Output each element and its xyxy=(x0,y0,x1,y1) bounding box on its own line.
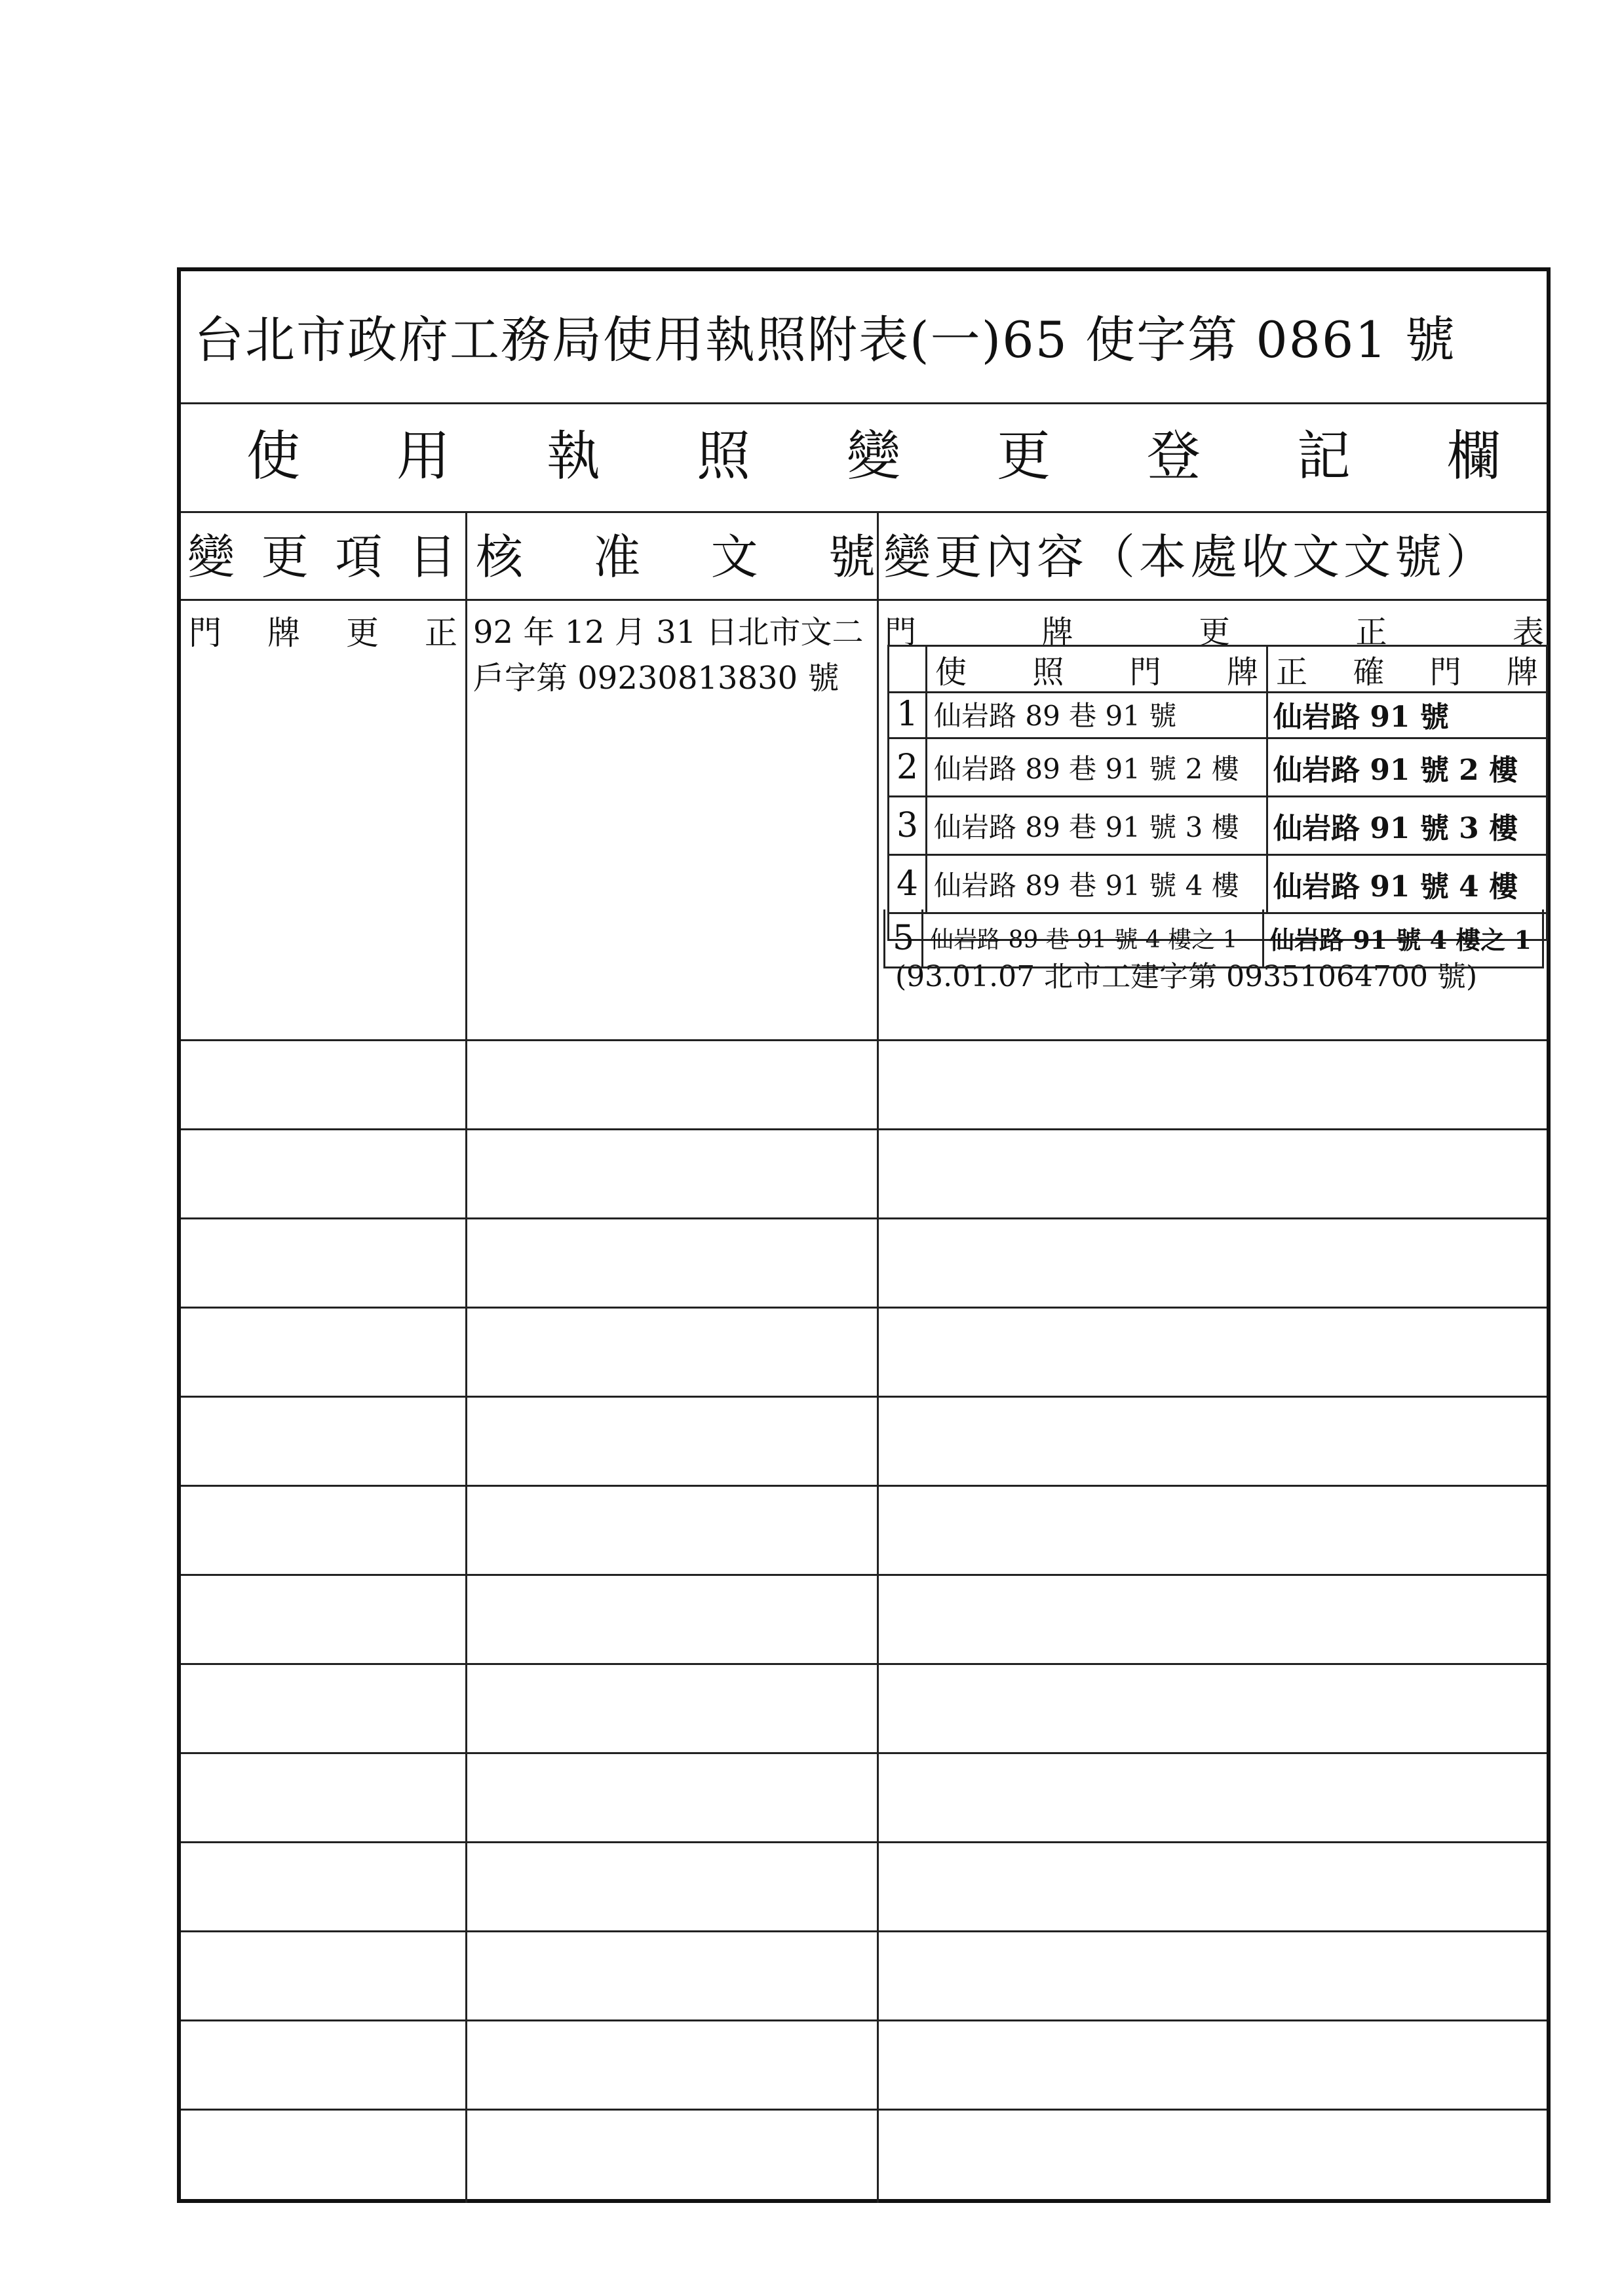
row-divider xyxy=(181,1841,1547,1843)
heading-char: 變 xyxy=(846,425,900,488)
heading-char: 執 xyxy=(546,425,600,488)
header-char: 文 xyxy=(710,529,758,584)
new-address: 仙岩路 91 號 3 樓 xyxy=(1273,812,1518,845)
row-divider xyxy=(181,1485,1547,1487)
table-row xyxy=(889,797,1546,856)
table-row xyxy=(889,691,1546,739)
table-row xyxy=(883,909,1544,968)
column-header-item xyxy=(187,514,456,592)
change-registration-form xyxy=(177,267,1551,2203)
row-divider xyxy=(181,1128,1547,1130)
row-divider xyxy=(181,1396,1547,1398)
heading-char: 更 xyxy=(996,425,1051,488)
heading-char: 欄 xyxy=(1446,425,1501,488)
item-char: 門 xyxy=(189,614,222,652)
header-char: 變 xyxy=(187,529,235,584)
door-plate-table xyxy=(887,645,1548,941)
content-char: 更 xyxy=(1198,614,1230,651)
header-char: 牌 xyxy=(1506,653,1538,691)
row-number: 4 xyxy=(889,856,927,912)
content-char: 表 xyxy=(1512,614,1544,651)
content-char: 門 xyxy=(885,614,917,651)
old-address: 仙岩路 89 巷 91 號 4 樓 xyxy=(927,856,1268,912)
item-char: 牌 xyxy=(267,614,300,652)
old-address: 仙岩路 89 巷 91 號 xyxy=(927,691,1268,737)
old-address: 仙岩路 89 巷 91 號 2 樓 xyxy=(927,739,1268,795)
new-address: 仙岩路 91 號 4 樓 xyxy=(1273,870,1518,904)
row-divider xyxy=(181,1039,1547,1041)
row-divider xyxy=(181,2109,1547,2111)
table-header-row xyxy=(889,647,1546,693)
reference-number: (93.01.07 北市工建字第 09351064700 號) xyxy=(895,960,1478,993)
header-char: 核 xyxy=(476,529,524,584)
old-address: 仙岩路 89 巷 91 號 3 樓 xyxy=(927,797,1268,854)
header-char: 門 xyxy=(1429,653,1461,691)
heading-char: 使 xyxy=(246,425,301,488)
column-header-content: 變更內容（本處收文文號） xyxy=(883,529,1497,584)
header-char: 照 xyxy=(1032,653,1064,691)
column-divider xyxy=(877,511,879,2203)
approval-number-line2: 戶字第 09230813830 號 xyxy=(473,660,839,697)
row-number: 5 xyxy=(885,909,923,966)
header-char: 牌 xyxy=(1226,653,1258,691)
content-char: 牌 xyxy=(1041,614,1073,651)
header-char: 目 xyxy=(408,529,456,584)
row-divider xyxy=(181,1574,1547,1576)
form-title: 台北市政府工務局使用執照附表(一)65 使字第 0861 號 xyxy=(194,311,1456,369)
divider xyxy=(181,511,1547,513)
table-row xyxy=(889,856,1546,914)
header-char: 更 xyxy=(261,529,309,584)
divider xyxy=(181,599,1547,601)
row-divider xyxy=(181,1663,1547,1665)
header-char: 門 xyxy=(1129,653,1161,691)
new-address: 仙岩路 91 號 2 樓 xyxy=(1273,754,1518,787)
header-char: 號 xyxy=(828,529,876,584)
header-char: 項 xyxy=(335,529,383,584)
row-divider xyxy=(181,2019,1547,2021)
heading-char: 照 xyxy=(696,425,750,488)
row-divider xyxy=(181,1930,1547,1932)
item-char: 正 xyxy=(425,614,457,652)
entry-item xyxy=(189,607,457,654)
row-number: 3 xyxy=(889,797,927,854)
header-char: 准 xyxy=(593,529,641,584)
section-heading xyxy=(246,402,1501,501)
column-divider xyxy=(465,511,467,2203)
row-number: 2 xyxy=(889,739,927,795)
table-header-old xyxy=(927,647,1268,691)
approval-number-line1: 92 年 12 月 31 日北市文二 xyxy=(473,614,864,651)
row-divider xyxy=(181,1307,1547,1309)
table-row xyxy=(889,739,1546,797)
heading-char: 登 xyxy=(1146,425,1201,488)
header-char: 確 xyxy=(1353,653,1385,691)
new-address: 仙岩路 91 號 xyxy=(1273,700,1449,734)
heading-char: 記 xyxy=(1296,425,1351,488)
heading-char: 用 xyxy=(396,425,450,488)
header-char: 使 xyxy=(935,653,967,691)
row-divider xyxy=(181,1752,1547,1754)
table-header-new xyxy=(1268,647,1546,691)
old-address: 仙岩路 89 巷 91 號 4 樓之 1 xyxy=(923,909,1264,966)
row-divider xyxy=(181,1217,1547,1219)
table-header-num xyxy=(889,647,927,691)
row-number: 1 xyxy=(889,691,927,737)
header-char: 正 xyxy=(1276,653,1308,691)
column-header-approval xyxy=(476,514,876,592)
item-char: 更 xyxy=(346,614,379,652)
content-char: 正 xyxy=(1355,614,1387,651)
new-address: 仙岩路 91 號 4 樓之 1 xyxy=(1269,925,1532,955)
